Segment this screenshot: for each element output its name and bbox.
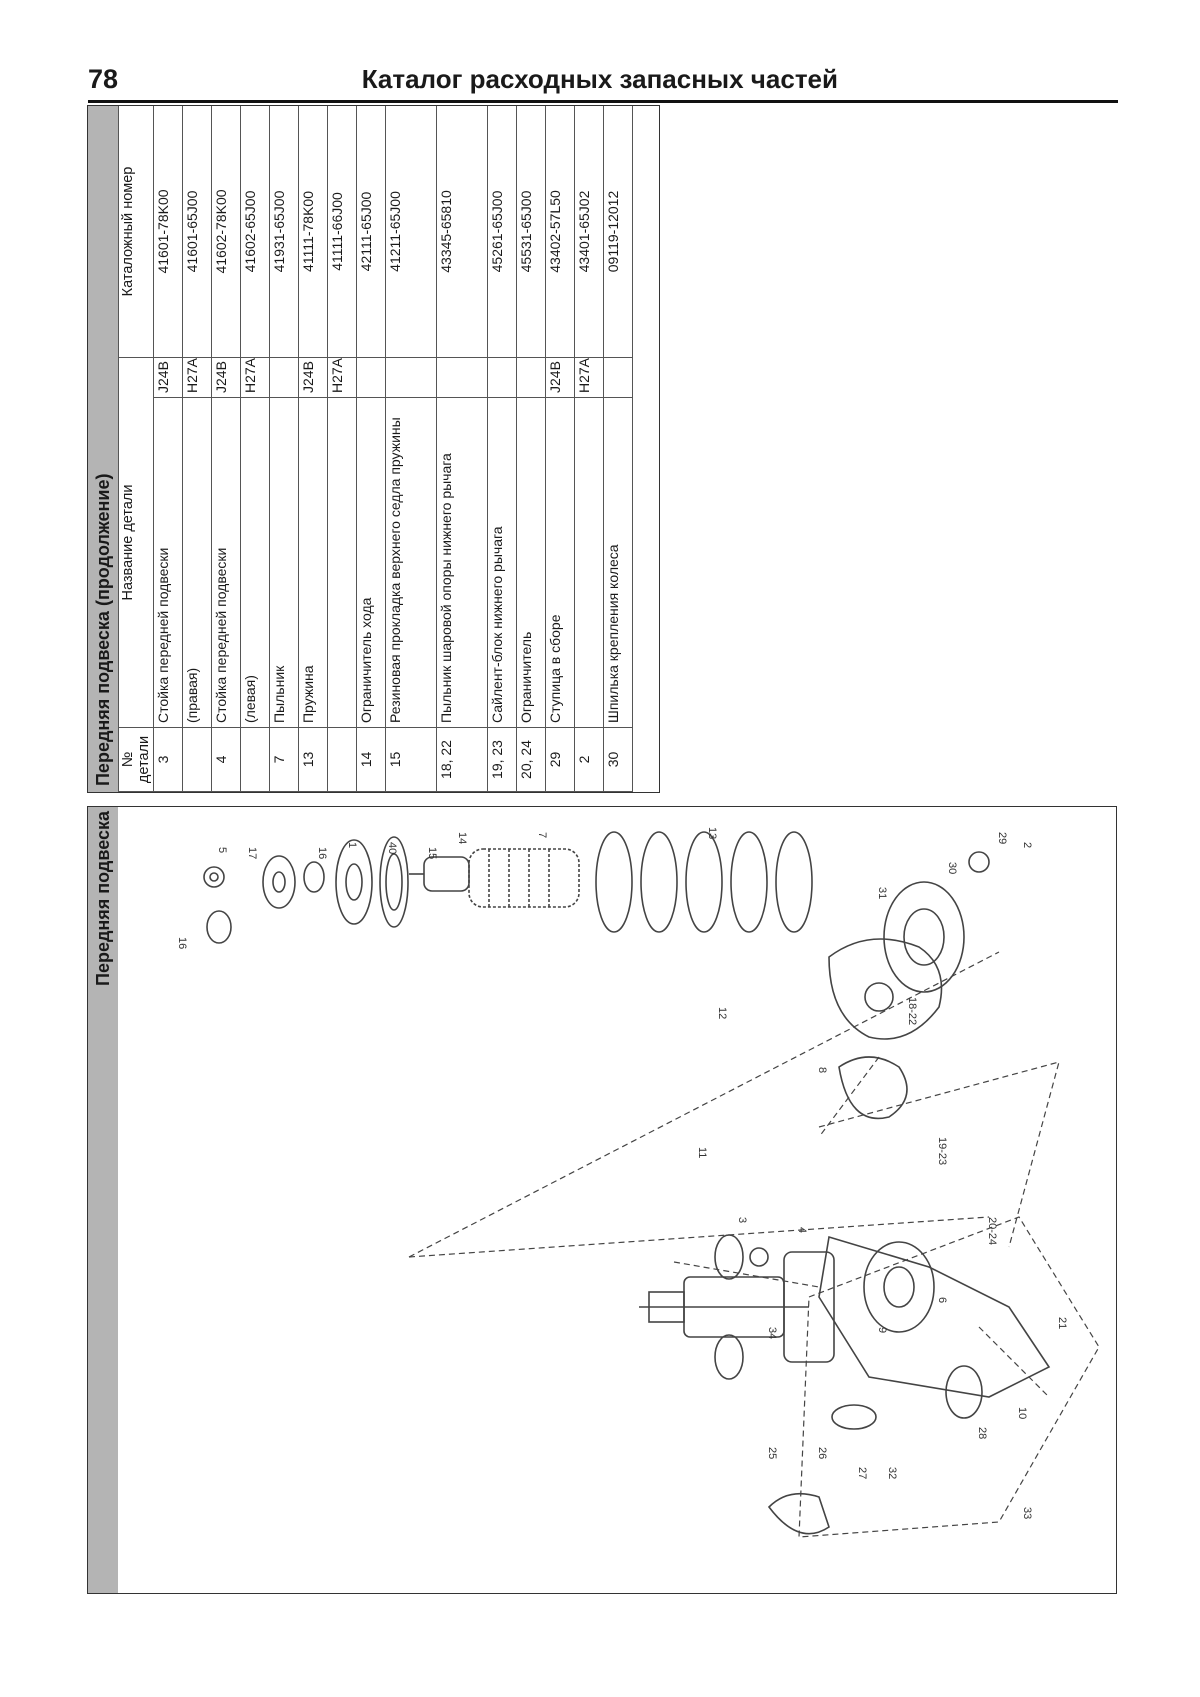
catalog-number: 41111-66J00 [328, 105, 357, 357]
part-item-number [183, 728, 212, 792]
part-item-number: 14 [357, 728, 386, 792]
callout-label: 8 [816, 1067, 828, 1074]
callout-label: 13 [706, 827, 718, 840]
part-item-number: 30 [604, 728, 633, 792]
part-item-number: 15 [386, 728, 437, 792]
engine-code [517, 357, 546, 397]
part-item-number: 18, 22 [437, 728, 488, 792]
callout-label: 34 [766, 1327, 778, 1340]
part-item-number: 20, 24 [517, 728, 546, 792]
engine-code [386, 357, 437, 397]
catalog-number: 41931-65J00 [270, 105, 299, 357]
catalog-number: 43401-65J02 [575, 105, 604, 357]
part-item-number: 4 [212, 728, 241, 792]
engine-code: H27A [328, 357, 357, 397]
mount-washer-part [207, 911, 231, 943]
engine-code [437, 357, 488, 397]
part-name: Ограничитель [517, 398, 546, 728]
diagram-callouts [176, 827, 1068, 1519]
part-item-number: 29 [546, 728, 575, 792]
part-name: (правая) [183, 398, 212, 728]
catalog-number: 45261-65J00 [488, 105, 517, 357]
catalog-number: 41602-78K00 [212, 105, 241, 357]
part-name: Резиновая прокладка верхнего седла пружины [386, 398, 437, 728]
col-header-name: Название детали [119, 357, 154, 727]
table-row [546, 105, 575, 791]
engine-code [604, 357, 633, 397]
callout-label: 15 [426, 847, 438, 860]
callout-label: 18-22 [906, 997, 918, 1026]
part-name: Пыльник [270, 398, 299, 728]
catalog-number: 41602-65J00 [241, 105, 270, 357]
callout-label: 17 [246, 847, 258, 860]
part-name: (левая) [241, 398, 270, 728]
callout-label: 16 [176, 937, 188, 950]
callout-label: 33 [1021, 1507, 1033, 1520]
suspension-exploded-diagram [119, 807, 1116, 1593]
part-name: Стойка передней подвески [154, 398, 183, 728]
engine-code [357, 357, 386, 397]
strut-assembly [639, 1235, 834, 1379]
diagram-title: Передняя подвеска [93, 811, 113, 986]
part-name: Сайлент-блок нижнего рычага [488, 398, 517, 728]
page-number: 78 [88, 64, 119, 94]
bump-stop-part [409, 857, 469, 891]
engine-code: J24B [154, 357, 183, 397]
callout-label: 7 [536, 832, 548, 839]
table-row [517, 105, 546, 791]
upper-mount-part [263, 856, 324, 908]
callout-label: 5 [216, 847, 228, 854]
catalog-number: 43345-65810 [437, 105, 488, 357]
part-item-number: 19, 23 [488, 728, 517, 792]
table-row [183, 105, 212, 791]
callout-label: 6 [936, 1297, 948, 1304]
table-row [488, 105, 517, 791]
engine-code: J24B [212, 357, 241, 397]
callout-label: 30 [946, 862, 958, 875]
table-row [270, 105, 299, 791]
part-name: Пружина [299, 398, 328, 728]
part-name: Шпилька крепления колеса [604, 398, 633, 728]
callout-label: 31 [876, 887, 888, 900]
table-title: Передняя подвеска (продолжение) [88, 106, 118, 792]
part-name: Ступица в сборе [546, 398, 575, 728]
part-name: Стойка передней подвески [212, 398, 241, 728]
page-header [88, 60, 1118, 103]
engine-code: J24B [546, 357, 575, 397]
diagram-panel [87, 806, 1117, 1594]
mount-nut-part [204, 867, 224, 887]
diagram-title-bar [88, 807, 118, 1593]
table-row [328, 105, 357, 791]
table-row [299, 105, 328, 791]
callout-label: 11 [696, 1147, 708, 1159]
callout-label: 28 [976, 1427, 988, 1440]
table-row [357, 105, 386, 791]
catalog-number: 41211-65J00 [386, 105, 437, 357]
callout-label: 20-24 [986, 1217, 998, 1246]
part-item-number [328, 728, 357, 792]
lower-arm-assembly [750, 1237, 1049, 1534]
catalog-number: 41601-78K00 [154, 105, 183, 357]
dust-boot-part [469, 849, 579, 907]
callout-label: 3 [736, 1217, 748, 1224]
part-item-number: 13 [299, 728, 328, 792]
callout-label: 9 [876, 1327, 888, 1334]
callout-label: 27 [856, 1467, 868, 1480]
catalog-number: 45531-65J00 [517, 105, 546, 357]
part-name [328, 398, 357, 728]
callout-label: 19-23 [936, 1137, 948, 1166]
table-row [437, 105, 488, 791]
table-row [241, 105, 270, 791]
catalog-number: 41111-78K00 [299, 105, 328, 357]
catalog-number: 41601-65J00 [183, 105, 212, 357]
engine-code: H27A [183, 357, 212, 397]
part-item-number: 2 [575, 728, 604, 792]
catalog-number: 09119-12012 [604, 105, 633, 357]
engine-code: J24B [299, 357, 328, 397]
table-row [154, 105, 183, 791]
engine-code [488, 357, 517, 397]
callout-label: 12 [716, 1007, 728, 1020]
coil-spring-part [596, 832, 812, 932]
part-name: Пыльник шаровой опоры нижнего рычага [437, 398, 488, 728]
part-item-number [241, 728, 270, 792]
callout-label: 2 [1021, 842, 1033, 849]
table-row [575, 105, 604, 791]
parts-table-rotated [88, 106, 659, 792]
col-header-number: № детали [119, 728, 154, 792]
part-name: Ограничитель хода [357, 398, 386, 728]
callout-label: 25 [766, 1447, 778, 1460]
table-row [212, 105, 241, 791]
callout-label: 14 [456, 832, 468, 845]
bearing-part [336, 840, 372, 924]
parts-table-panel [87, 105, 660, 793]
col-header-part-number: Каталожный номер [119, 105, 154, 357]
callout-label: 32 [886, 1467, 898, 1480]
callout-label: 40 [386, 842, 398, 855]
callout-label: 4 [796, 1227, 808, 1234]
callout-label: 21 [1056, 1317, 1068, 1330]
parts-table-body [154, 105, 633, 791]
engine-code: H27A [575, 357, 604, 397]
table-row [604, 105, 633, 791]
part-item-number: 3 [154, 728, 183, 792]
callout-label: 1 [346, 842, 358, 849]
table-header-row [119, 105, 154, 791]
parts-table [118, 105, 633, 792]
callout-label: 10 [1016, 1407, 1028, 1420]
part-name [575, 398, 604, 728]
callout-label: 29 [996, 832, 1008, 845]
catalog-number: 43402-57L50 [546, 105, 575, 357]
engine-code: H27A [241, 357, 270, 397]
engine-code [270, 357, 299, 397]
table-row [386, 105, 437, 791]
callout-label: 16 [316, 847, 328, 860]
part-item-number: 7 [270, 728, 299, 792]
callout-label: 26 [816, 1447, 828, 1460]
knuckle-hub-assembly [829, 852, 989, 1118]
catalog-number: 42111-65J00 [357, 105, 386, 357]
page-title: Каталог расходных запасных частей [361, 64, 838, 94]
